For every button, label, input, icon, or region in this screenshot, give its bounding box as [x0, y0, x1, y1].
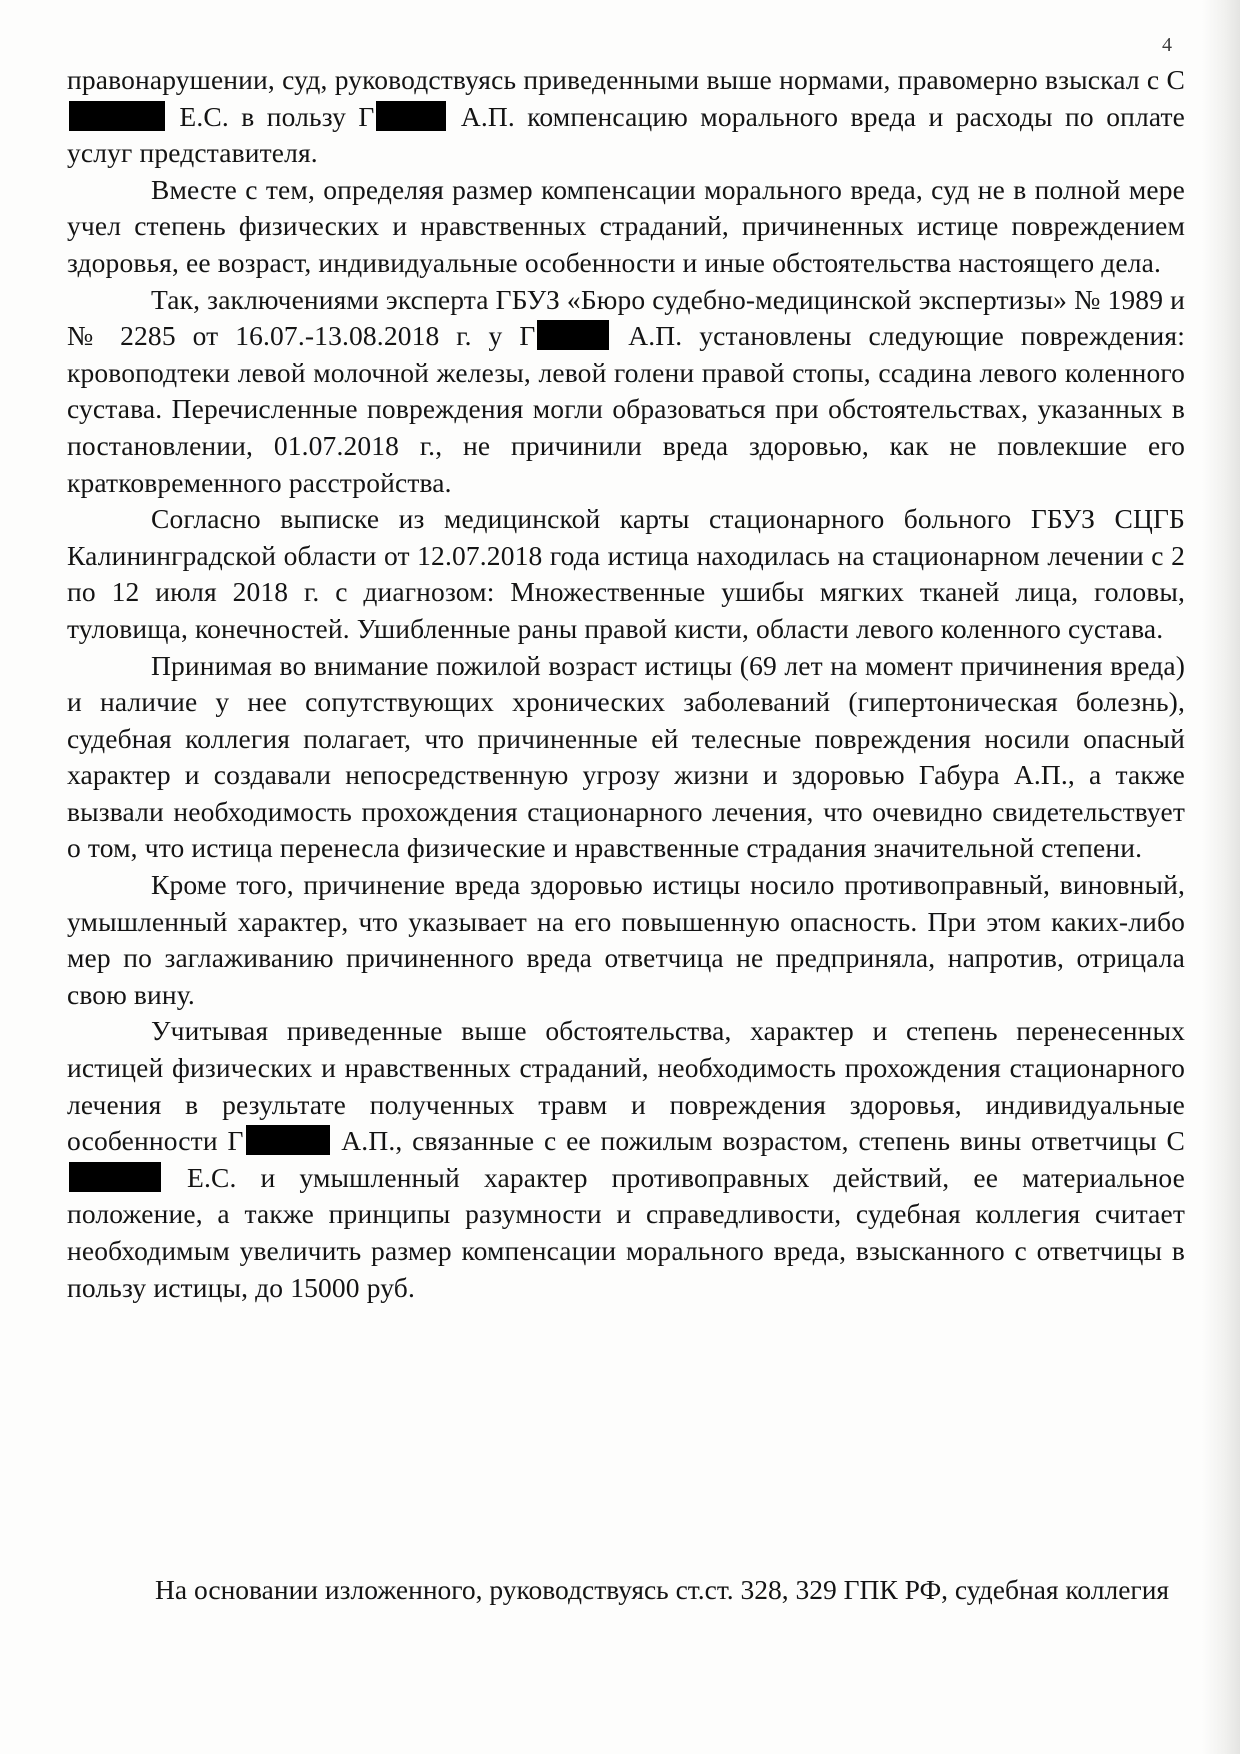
- paragraph-2: Вместе с тем, определяя размер компенсации морального вреда, суд не в полной мере учел степень физических и нравственных страданий, причиненных истице повреждением здоровья, ее возраст, индивидуальные особенности и иные обстоятельства настоящего дела.: [67, 173, 1185, 278]
- redaction-mark: [69, 1162, 161, 1192]
- redaction-mark: [537, 320, 609, 350]
- redaction-mark: [69, 101, 165, 131]
- paragraph-6: Кроме того, причинение вреда здоровью истицы носило противоправный, виновный, умышленный характер, что указывает на его повышенную опасность. При этом каких-либо мер по заглаживанию причиненного вреда ответчица не предприняла, напротив, отрицала свою вину.: [67, 869, 1185, 1010]
- document-body: [67, 62, 1185, 1306]
- redaction-mark: [376, 101, 446, 131]
- page-edge-shadow: [1202, 0, 1240, 1754]
- paragraph-1: правонарушении, суд, руководствуясь приведенными выше нормами, правомерно взыскал с С Е.С. в пользу Г А.П. компенсацию морального вреда и расходы по оплате услуг представителя.: [67, 64, 1185, 169]
- redaction-mark: [246, 1125, 330, 1155]
- closing-paragraph: [67, 1572, 1185, 1609]
- paragraph-5: Принимая во внимание пожилой возраст истицы (69 лет на момент причинения вреда) и наличие у нее сопутствующих хронических заболеваний (гипертоническая болезнь), судебная коллегия полагает, что причиненные ей телесные повреждения носили опасный характер и создавали непосредственную угрозу жизни и здоровью Габура А.П., а также вызвали необходимость прохождения стационарного лечения, что очевидно свидетельствует о том, что истица перенесла физические и нравственные страдания значительной степени.: [67, 649, 1185, 864]
- paragraph-7: Учитывая приведенные выше обстоятельства, характер и степень перенесенных истицей физических и нравственных страданий, необходимость прохождения стационарного лечения в результате полученных травм и повреждения здоровья, индивидуальные особенности Г А.П., связанные с ее пожилым возрастом, степень вины ответчицы С Е.С. и умышленный характер противоправных действий, ее материальное положение, а также принципы разумности и справедливости, судебная коллегия считает необходимым увеличить размер компенсации морального вреда, взысканного с ответчицы в пользу истицы, до 15000 руб.: [67, 1015, 1185, 1303]
- paragraph-4: Согласно выписке из медицинской карты стационарного больного ГБУЗ СЦГБ Калининградской области от 12.07.2018 года истица находилась на стационарном лечении с 2 по 12 июля 2018 г. с диагнозом: Множественные ушибы мягких тканей лица, головы, туловища, конечностей. Ушибленные раны правой кисти, области левого коленного сустава.: [67, 503, 1185, 644]
- page-number: 4: [1162, 34, 1172, 56]
- paragraph-8: На основании изложенного, руководствуясь ст.ст. 328, 329 ГПК РФ, судебная коллегия: [155, 1574, 1170, 1605]
- paragraph-3: Так, заключениями эксперта ГБУЗ «Бюро судебно-медицинской экспертизы» № 1989 и № 2285 от 16.07.-13.08.2018 г. у Г А.П. установлены следующие повреждения: кровоподтеки левой молочной железы, левой голени правой стопы, ссадина левого коленного сустава. Перечисленные повреждения могли образоваться при обстоятельствах, указанных в постановлении, 01.07.2018 г., не причинили вреда здоровью, как не повлекшие его кратковременного расстройства.: [67, 283, 1185, 498]
